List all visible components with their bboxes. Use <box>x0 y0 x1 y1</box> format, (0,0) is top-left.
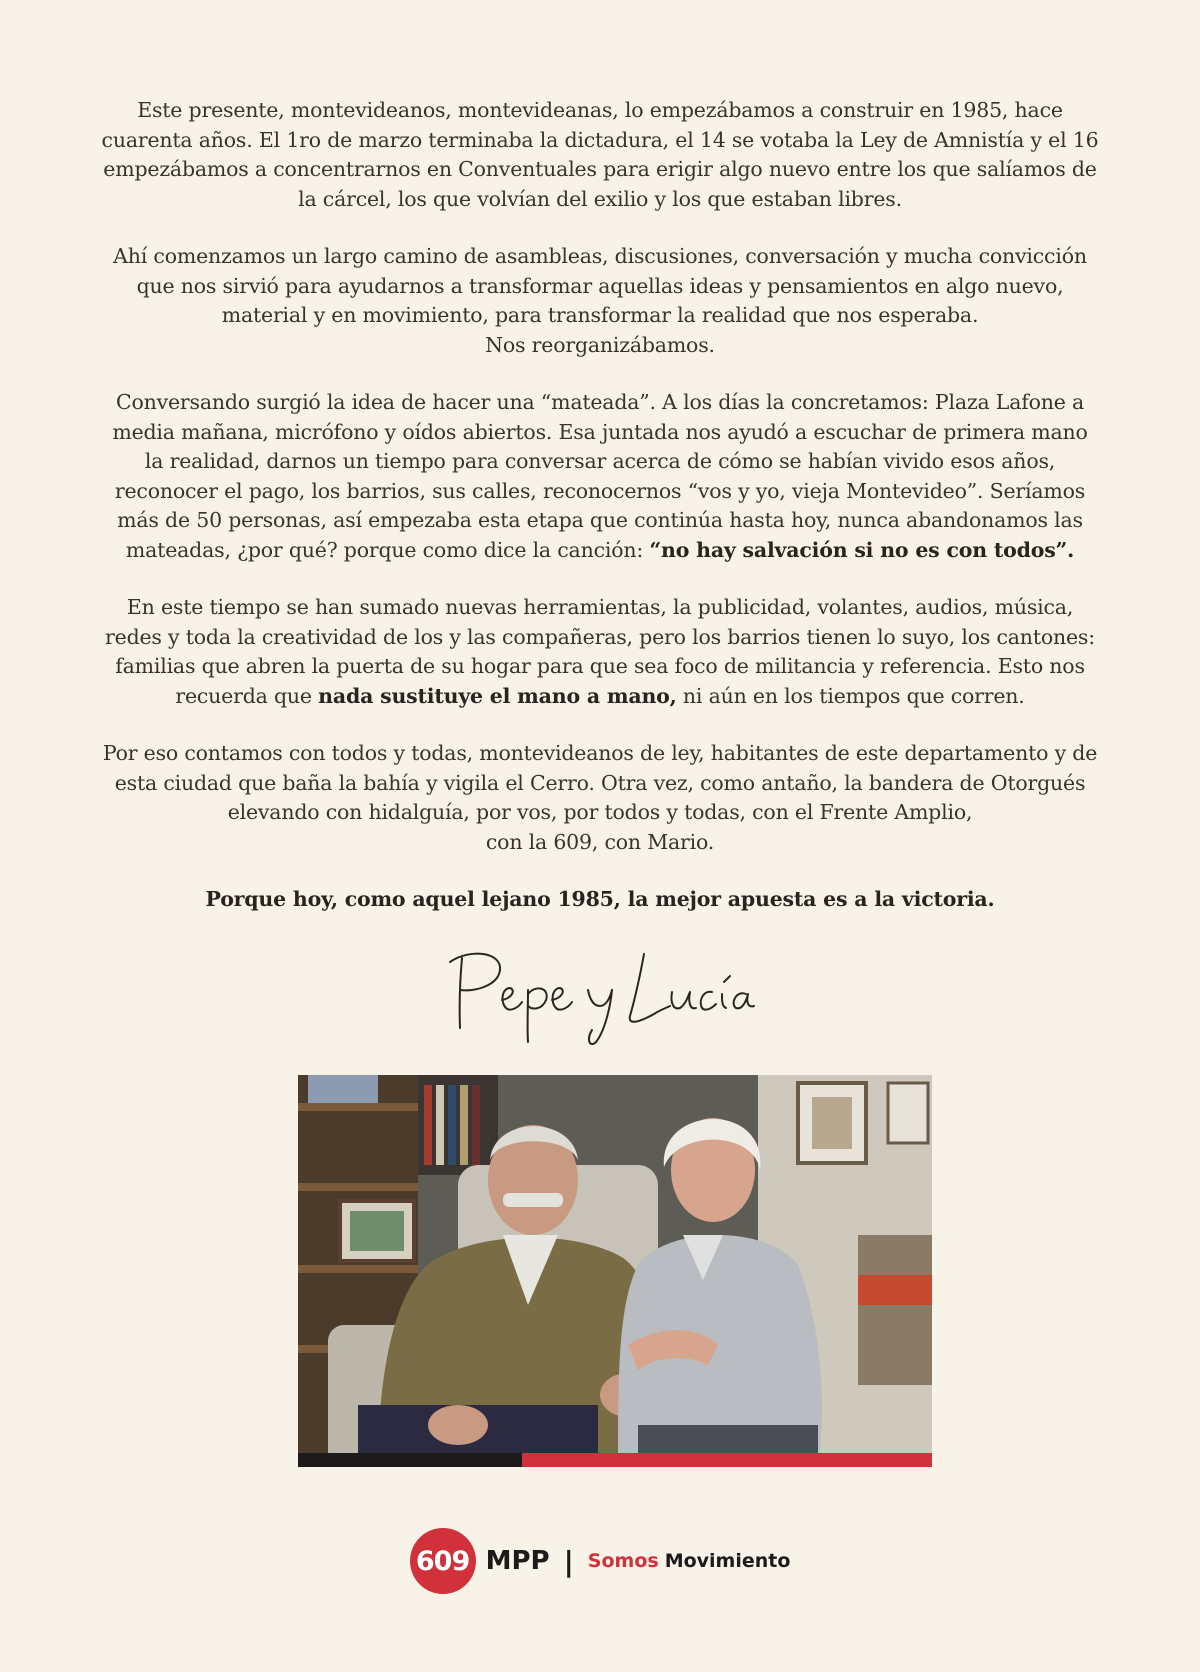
emphasis-mano-a-mano: nada sustituye el mano a mano, <box>318 683 677 708</box>
paragraph-3: Conversando surgió la idea de hacer una “mateada”. A los días la concretamos: Plaza Lafone a media mañana, micrófono y oídos abiertos. Esa juntada nos ayudó a escuchar de primera mano la realidad, darnos un tiempo para conversar acerca de cómo se habían vivido esos años, reconocer el pago, los barrios, sus calles, reconocernos “vos y yo, vieja Montevideo”. Seríamos más de 50 personas, así empezaba esta etapa que continúa hasta hoy, nunca abandonamos las mateadas, ¿por qué? porque como dice la canción: “no hay salvación si no es con todos”. <box>112 390 1088 562</box>
photo-accent-bar <box>298 1453 932 1467</box>
list-609-badge: 609 <box>410 1528 476 1594</box>
letter-body <box>100 96 1100 943</box>
party-name: MPP <box>485 1546 550 1576</box>
footer-logo <box>0 1528 1200 1594</box>
slogan-somos: Somos <box>587 1550 659 1572</box>
song-quote: “no hay salvación si no es con todos”. <box>649 537 1075 562</box>
paragraph-1: Este presente, montevideanos, montevideanas, lo empezábamos a construir en 1985, hace cuarenta años. El 1ro de marzo terminaba la dictadura, el 14 se votaba la Ley de Amnistía y el 16 empezábamos a concentrarnos en Conventuales para erigir algo nuevo entre los que salíamos de la cárcel, los que volvían del exilio y los que estaban libres. <box>101 98 1099 211</box>
photo-couple <box>298 1075 932 1467</box>
paragraph-4: En este tiempo se han sumado nuevas herramientas, la publicidad, volantes, audios, música, redes y toda la creatividad de los y las compañeras, pero los barrios tienen lo suyo, los cantones: familias que abren la puerta de su hogar para que sea foco de militancia y referencia. Esto nos recuerda que nada sustituye el mano a mano, ni aún en los tiempos que corren. <box>105 595 1095 708</box>
paragraph-5: Por eso contamos con todos y todas, montevideanos de ley, habitantes de este departamento y de esta ciudad que baña la bahía y vigila el Cerro. Otra vez, como antaño, la bandera de Otorgués elevando con hidalguía, por vos, por todos y todas, con el Frente Amplio, con la 609, con Mario. <box>102 741 1098 854</box>
paragraph-2: Ahí comenzamos un largo camino de asambleas, discusiones, conversación y mucha convicción que nos sirvió para ayudarnos a transformar aquellas ideas y pensamientos en algo nuevo, material y en movimiento, para transformar la realidad que nos esperaba. Nos reorganizábamos. <box>113 244 1087 357</box>
signature <box>0 940 1200 1050</box>
closing-line: Porque hoy, como aquel lejano 1985, la mejor apuesta es a la victoria. <box>205 887 995 911</box>
footer-separator: | <box>563 1544 574 1578</box>
slogan-movimiento: Movimiento <box>664 1550 791 1572</box>
